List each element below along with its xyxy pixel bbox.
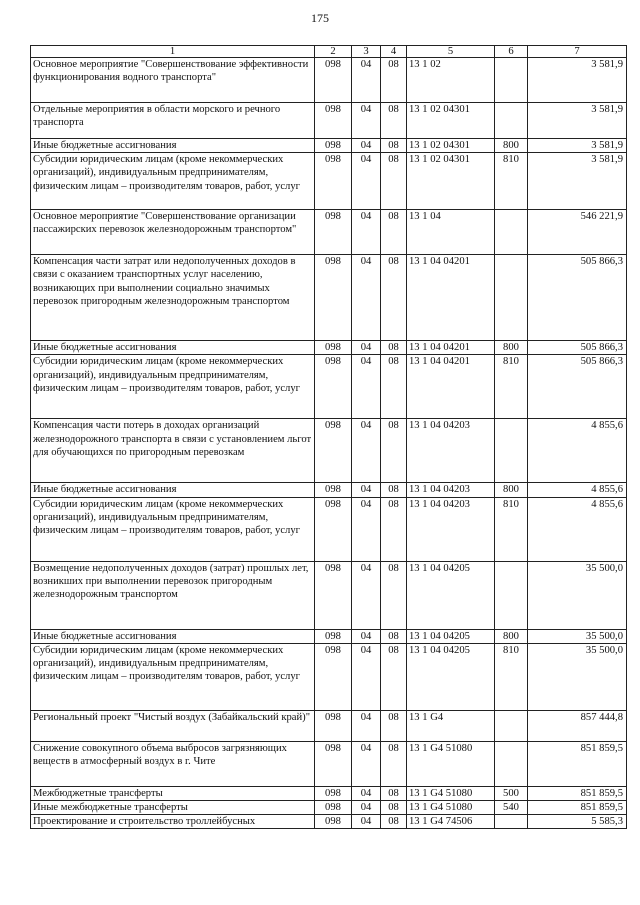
row-c4-cell: 08 [381, 419, 407, 483]
page-number: 175 [311, 11, 329, 25]
row-c6-cell: 540 [495, 801, 528, 815]
row-name-cell: Снижение совокупного объема выбросов загрязняющих веществ в атмосферный воздух в г. Чите [31, 741, 315, 786]
row-c7-cell: 505 866,3 [528, 341, 627, 355]
row-name-cell: Основное мероприятие "Совершенствование эффективности функционирования водного транспорта" [31, 58, 315, 103]
row-c3-cell: 04 [352, 210, 381, 255]
row-c5-cell: 13 1 G4 74506 [407, 815, 495, 829]
row-c7-cell: 851 859,5 [528, 741, 627, 786]
row-c7-cell: 35 500,0 [528, 643, 627, 710]
row-c7-cell: 505 866,3 [528, 255, 627, 341]
row-name-cell: Межбюджетные трансферты [31, 786, 315, 800]
row-c2-cell: 098 [315, 710, 352, 741]
row-c4-cell: 08 [381, 355, 407, 419]
row-c4-cell: 08 [381, 255, 407, 341]
row-c6-cell: 810 [495, 153, 528, 210]
row-name-cell: Иные бюджетные ассигнования [31, 139, 315, 153]
table-row [31, 710, 627, 741]
row-c7-cell: 857 444,8 [528, 710, 627, 741]
row-c2-cell: 098 [315, 815, 352, 829]
row-c7-cell: 851 859,5 [528, 801, 627, 815]
row-c7-cell: 5 585,3 [528, 815, 627, 829]
row-c3-cell: 04 [352, 419, 381, 483]
row-c7-cell: 4 855,6 [528, 419, 627, 483]
row-c5-cell: 13 1 04 04201 [407, 341, 495, 355]
table-row [31, 139, 627, 153]
row-c3-cell: 04 [352, 710, 381, 741]
table-row [31, 497, 627, 561]
row-c7-cell: 3 581,9 [528, 103, 627, 139]
row-c3-cell: 04 [352, 103, 381, 139]
row-c6-cell [495, 210, 528, 255]
header-cell: 2 [315, 46, 352, 58]
row-name-cell: Возмещение недополученных доходов (затрат) прошлых лет, возникших при выполнении перевозок пригородным железнодорожным транспортом [31, 561, 315, 629]
row-c7-cell: 3 581,9 [528, 58, 627, 103]
row-c6-cell: 810 [495, 497, 528, 561]
row-c6-cell: 810 [495, 355, 528, 419]
row-c2-cell: 098 [315, 643, 352, 710]
row-name-cell: Иные бюджетные ассигнования [31, 483, 315, 497]
row-c3-cell: 04 [352, 255, 381, 341]
row-c2-cell: 098 [315, 139, 352, 153]
table-row [31, 210, 627, 255]
row-c4-cell: 08 [381, 58, 407, 103]
table-row [31, 741, 627, 786]
row-c2-cell: 098 [315, 497, 352, 561]
row-c7-cell: 35 500,0 [528, 629, 627, 643]
row-c3-cell: 04 [352, 139, 381, 153]
row-c3-cell: 04 [352, 815, 381, 829]
budget-table [30, 45, 627, 829]
table-row [31, 103, 627, 139]
table-row [31, 643, 627, 710]
row-c6-cell [495, 419, 528, 483]
row-c4-cell: 08 [381, 815, 407, 829]
row-c6-cell: 800 [495, 629, 528, 643]
row-c3-cell: 04 [352, 786, 381, 800]
row-c2-cell: 098 [315, 341, 352, 355]
row-name-cell: Иные бюджетные ассигнования [31, 341, 315, 355]
row-c4-cell: 08 [381, 643, 407, 710]
row-c7-cell: 505 866,3 [528, 355, 627, 419]
row-c4-cell: 08 [381, 629, 407, 643]
row-c5-cell: 13 1 04 04205 [407, 643, 495, 710]
row-name-cell: Основное мероприятие "Совершенствование организации пассажирских перевозок железнодорожным транспортом" [31, 210, 315, 255]
header-cell: 7 [528, 46, 627, 58]
row-name-cell: Субсидии юридическим лицам (кроме некоммерческих организаций), индивидуальным предпринимателям, физическим лицам – производителям товаров, работ, услуг [31, 643, 315, 710]
row-c6-cell [495, 255, 528, 341]
row-c5-cell: 13 1 04 04205 [407, 561, 495, 629]
row-name-cell: Субсидии юридическим лицам (кроме некоммерческих организаций), индивидуальным предпринимателям, физическим лицам – производителям товаров, работ, услуг [31, 497, 315, 561]
table-row [31, 561, 627, 629]
row-c2-cell: 098 [315, 629, 352, 643]
row-c4-cell: 08 [381, 139, 407, 153]
table-row [31, 355, 627, 419]
row-c7-cell: 851 859,5 [528, 786, 627, 800]
table-row [31, 629, 627, 643]
row-c5-cell: 13 1 02 04301 [407, 153, 495, 210]
table-row [31, 801, 627, 815]
row-c2-cell: 098 [315, 561, 352, 629]
row-c6-cell: 800 [495, 139, 528, 153]
row-c2-cell: 098 [315, 801, 352, 815]
header-cell: 3 [352, 46, 381, 58]
row-c6-cell: 800 [495, 341, 528, 355]
header-cell: 1 [31, 46, 315, 58]
table-row [31, 483, 627, 497]
row-name-cell: Субсидии юридическим лицам (кроме некоммерческих организаций), индивидуальным предпринимателям, физическим лицам – производителям товаров, работ, услуг [31, 153, 315, 210]
row-c5-cell: 13 1 02 04301 [407, 139, 495, 153]
row-name-cell: Компенсация части потерь в доходах организаций железнодорожного транспорта в связи с установлением льгот для обучающихся по пригородным перевозкам [31, 419, 315, 483]
row-c3-cell: 04 [352, 643, 381, 710]
row-c3-cell: 04 [352, 629, 381, 643]
row-c5-cell: 13 1 04 [407, 210, 495, 255]
table-row [31, 58, 627, 103]
header-cell: 5 [407, 46, 495, 58]
row-c6-cell: 810 [495, 643, 528, 710]
row-c6-cell: 800 [495, 483, 528, 497]
row-c4-cell: 08 [381, 103, 407, 139]
row-c3-cell: 04 [352, 483, 381, 497]
row-c6-cell [495, 103, 528, 139]
row-c2-cell: 098 [315, 419, 352, 483]
row-name-cell: Иные межбюджетные трансферты [31, 801, 315, 815]
row-c5-cell: 13 1 G4 [407, 710, 495, 741]
row-c7-cell: 3 581,9 [528, 153, 627, 210]
row-c2-cell: 098 [315, 210, 352, 255]
row-c3-cell: 04 [352, 341, 381, 355]
row-c4-cell: 08 [381, 741, 407, 786]
row-name-cell: Отдельные мероприятия в области морского и речного транспорта [31, 103, 315, 139]
table-row [31, 153, 627, 210]
row-c5-cell: 13 1 04 04205 [407, 629, 495, 643]
row-c5-cell: 13 1 04 04203 [407, 419, 495, 483]
row-c4-cell: 08 [381, 153, 407, 210]
row-c4-cell: 08 [381, 210, 407, 255]
row-c4-cell: 08 [381, 801, 407, 815]
row-c5-cell: 13 1 G4 51080 [407, 801, 495, 815]
row-c4-cell: 08 [381, 483, 407, 497]
row-c6-cell: 500 [495, 786, 528, 800]
row-c7-cell: 4 855,6 [528, 483, 627, 497]
row-c3-cell: 04 [352, 355, 381, 419]
row-c5-cell: 13 1 G4 51080 [407, 786, 495, 800]
row-c5-cell: 13 1 02 04301 [407, 103, 495, 139]
row-c5-cell: 13 1 02 [407, 58, 495, 103]
row-c6-cell [495, 815, 528, 829]
row-c2-cell: 098 [315, 153, 352, 210]
row-c5-cell: 13 1 04 04201 [407, 355, 495, 419]
row-c7-cell: 546 221,9 [528, 210, 627, 255]
row-name-cell: Региональный проект "Чистый воздух (Забайкальский край)" [31, 710, 315, 741]
row-c4-cell: 08 [381, 561, 407, 629]
row-c6-cell [495, 741, 528, 786]
row-c4-cell: 08 [381, 497, 407, 561]
row-c6-cell [495, 710, 528, 741]
header-row [31, 46, 627, 58]
row-c2-cell: 098 [315, 355, 352, 419]
row-c6-cell [495, 561, 528, 629]
row-c3-cell: 04 [352, 153, 381, 210]
row-c3-cell: 04 [352, 741, 381, 786]
header-cell: 6 [495, 46, 528, 58]
table-row [31, 341, 627, 355]
row-c4-cell: 08 [381, 710, 407, 741]
row-c2-cell: 098 [315, 786, 352, 800]
row-c3-cell: 04 [352, 801, 381, 815]
row-c7-cell: 3 581,9 [528, 139, 627, 153]
row-c5-cell: 13 1 04 04203 [407, 483, 495, 497]
row-name-cell: Проектирование и строительство троллейбусных [31, 815, 315, 829]
table-row [31, 419, 627, 483]
row-c4-cell: 08 [381, 341, 407, 355]
table-row [31, 786, 627, 800]
row-c6-cell [495, 58, 528, 103]
row-name-cell: Иные бюджетные ассигнования [31, 629, 315, 643]
row-c7-cell: 35 500,0 [528, 561, 627, 629]
row-c3-cell: 04 [352, 58, 381, 103]
row-c2-cell: 098 [315, 103, 352, 139]
row-name-cell: Компенсация части затрат или недополученных доходов в связи с оказанием транспортных услуг населению, возникающих при выполнении социально значимых перевозок пригородным железнодорожным транспортом [31, 255, 315, 341]
table-row [31, 815, 627, 829]
row-name-cell: Субсидии юридическим лицам (кроме некоммерческих организаций), индивидуальным предпринимателям, физическим лицам – производителям товаров, работ, услуг [31, 355, 315, 419]
row-c3-cell: 04 [352, 497, 381, 561]
row-c5-cell: 13 1 G4 51080 [407, 741, 495, 786]
row-c5-cell: 13 1 04 04203 [407, 497, 495, 561]
row-c2-cell: 098 [315, 58, 352, 103]
row-c2-cell: 098 [315, 255, 352, 341]
row-c3-cell: 04 [352, 561, 381, 629]
row-c4-cell: 08 [381, 786, 407, 800]
header-cell: 4 [381, 46, 407, 58]
row-c2-cell: 098 [315, 741, 352, 786]
row-c7-cell: 4 855,6 [528, 497, 627, 561]
row-c2-cell: 098 [315, 483, 352, 497]
table-row [31, 255, 627, 341]
row-c5-cell: 13 1 04 04201 [407, 255, 495, 341]
